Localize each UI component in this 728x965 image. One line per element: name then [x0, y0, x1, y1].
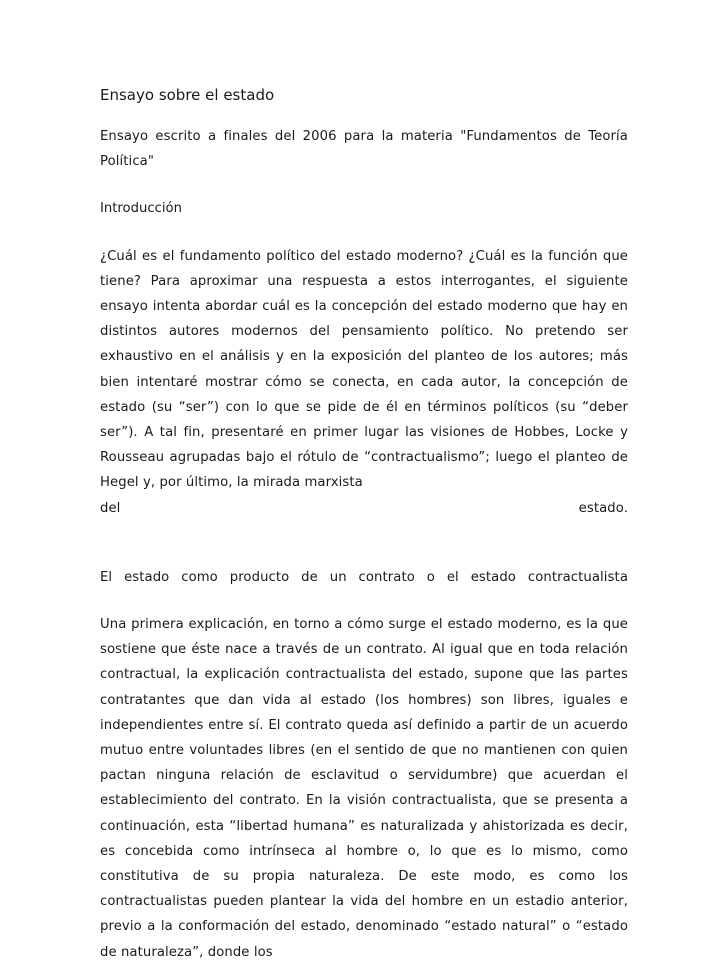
document-title: Ensayo sobre el estado — [100, 86, 275, 104]
section-heading: El estado como producto de un contrato o el estado contractualista — [100, 569, 628, 585]
spacer — [100, 108, 628, 124]
section-paragraph: Una primera explicación, en torno a cómo surge el estado moderno, es la que sostiene que éste nace a través de un contrato. Al igual que en toda relación contractual, la explicación contractualista del estado, supone que las partes contratantes que dan vida al estado (los hombres) son libres, iguales e independientes entre sí. El contrato queda así definido a partir de un acuerdo mutuo entre voluntades libres (en el sentido de que no mantienen con quien pactan ninguna relación de esclavitud o servidumbre) que acuerdan el establecimiento del contrato. En la visión contractualista, que se presenta a continuación, esta “libertad humana” es naturalizada y ahistorizada es decir, es concebida como intrínseca al hombre o, lo que es lo mismo, como constitutiva de su propia naturaleza. De este modo, es como los contractualistas pueden plantear la vida del hombre en un estadio anterior, previo a la conformación del estado, denominado “estado natural” o “estado de naturaleza”, donde los — [100, 617, 628, 960]
spacer — [100, 521, 628, 565]
intro-paragraph-last-line: del estado. — [100, 500, 628, 516]
spacer — [100, 174, 628, 196]
spacer — [100, 222, 628, 244]
document-page — [100, 82, 628, 965]
intro-heading: Introducción — [100, 201, 182, 217]
spacer — [100, 590, 628, 612]
document-subtitle: Ensayo escrito a finales del 2006 para la materia "Fundamentos de Teoría Política" — [100, 129, 628, 170]
intro-paragraph: ¿Cuál es el fundamento político del estado moderno? ¿Cuál es la función que tiene? Para aproximar una respuesta a estos interrogantes, el siguiente ensayo intenta abordar cuál es la concepción del estado moderno que hay en distintos autores modernos del pensamiento político. No pretendo ser exhaustivo en el análisis y en la exposición del planteo de los autores; más bien intentaré mostrar cómo se conecta, en cada autor, la concepción de estado (su “ser”) con lo que se pide de él en términos políticos (su “deber ser”). A tal fin, presentaré en primer lugar las visiones de Hobbes, Locke y Rousseau agrupadas bajo el rótulo de “contractualismo”; luego el planteo de Hegel y, por último, la mirada marxista — [100, 248, 628, 491]
